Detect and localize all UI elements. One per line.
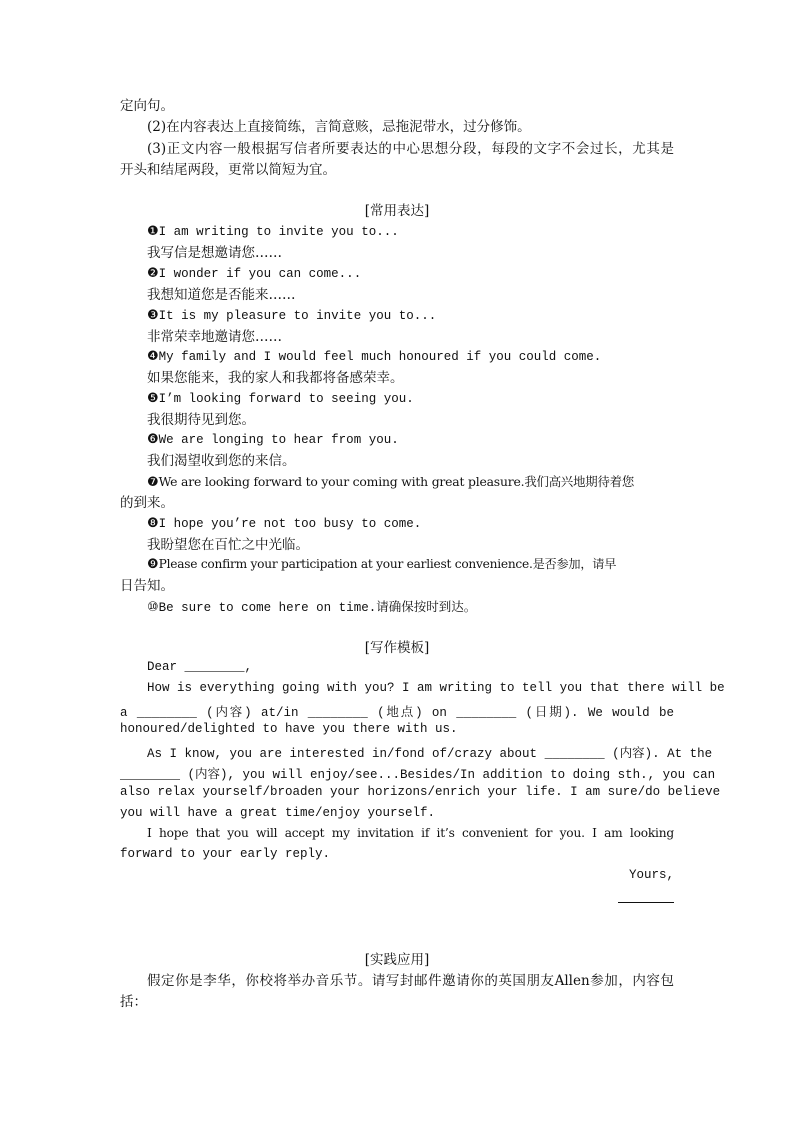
expression-en: My family and I would feel much honoured if you could come. (158, 350, 602, 364)
expression-zh: 如果您能来，我的家人和我都将备感荣幸。 (147, 370, 404, 386)
practice-line-2: 括： (120, 994, 147, 1010)
expression-zh: 我们渴望收到您的来信。 (147, 453, 296, 469)
expression-en: Be sure to come here on time.请确保按时到达。 (158, 601, 477, 615)
expression-zh: 非常荣幸地邀请您…… (147, 329, 282, 345)
template-salutation: Dear ________, (147, 660, 253, 674)
template-line-10: forward to your early reply. (120, 847, 331, 861)
item-number: ❽ (147, 516, 159, 531)
expression-zh: 我很期待见到您。 (147, 412, 255, 428)
practice-heading: [实践应用] (364, 952, 430, 968)
template-line-3: a ________ (内容) at/in ________ (地点) on ________ (日期). We would be (120, 706, 674, 720)
template-line-9: I hope that you will accept my invitation if it’s convenient for you. I am looking (147, 826, 674, 840)
practice-line-1: 假定你是李华，你校将举办音乐节。请写封邮件邀请你的英国朋友Allen参加，内容包 (147, 973, 674, 989)
expression-en: I am writing to invite you to... (158, 225, 399, 239)
template-closing: Yours, (628, 868, 674, 882)
item-number: ❾ (147, 557, 159, 572)
item-number: ❹ (147, 349, 159, 364)
expression-zh: 我写信是想邀请您…… (147, 245, 282, 261)
item-number: ❺ (147, 391, 159, 406)
item-number: ❶ (147, 224, 159, 239)
item-number: ⑩ (147, 600, 159, 615)
expression-en: I hope you’re not too busy to come. (158, 517, 422, 531)
expression-en: I’m looking forward to seeing you. (158, 392, 414, 406)
item-number: ❼ (147, 475, 159, 490)
expression-zh: 日告知。 (120, 578, 174, 594)
intro-line-1: 定向句。 (120, 98, 174, 114)
template-line-7: also relax yourself/broaden your horizons/enrich your life. I am sure/do believe (120, 785, 721, 799)
template-line-4: honoured/delighted to have you there with us. (120, 722, 458, 736)
intro-line-2: (2)在内容表达上直接简练，言简意赅，忌拖泥带水，过分修饰。 (147, 119, 531, 135)
expression-en: Please confirm your participation at your earliest convenience.是否参加，请早 (158, 557, 617, 571)
item-number: ❷ (147, 266, 159, 281)
intro-line-4: 开头和结尾两段，更常以简短为宜。 (120, 162, 336, 178)
expressions-heading: [常用表达] (364, 203, 430, 219)
expression-zh: 的到来。 (120, 495, 174, 511)
item-number: ❸ (147, 308, 159, 323)
expression-zh: 我想知道您是否能来…… (147, 287, 296, 303)
item-number: ❻ (147, 432, 159, 447)
expression-en: We are longing to hear from you. (158, 433, 399, 447)
signature-blank-line (618, 902, 674, 903)
expression-en: I wonder if you can come... (158, 267, 362, 281)
expression-zh: 我盼望您在百忙之中光临。 (147, 537, 309, 553)
template-line-6: ________ (内容), you will enjoy/see...Besides/In addition to doing sth., you can (120, 768, 716, 782)
expression-en: We are looking forward to your coming with great pleasure.我们高兴地期待着您 (158, 474, 635, 489)
intro-line-3: (3)正文内容一般根据写信者所要表达的中心思想分段，每段的文字不会过长，尤其是 (147, 141, 674, 157)
template-line-5: As I know, you are interested in/fond of/crazy about ________ (内容). At the (147, 747, 713, 761)
template-line-2: How is everything going with you? I am writing to tell you that there will be (147, 681, 725, 695)
template-heading: [写作模板] (364, 640, 430, 656)
template-line-8: you will have a great time/enjoy yourself. (120, 806, 436, 820)
expression-en: It is my pleasure to invite you to... (158, 309, 437, 323)
